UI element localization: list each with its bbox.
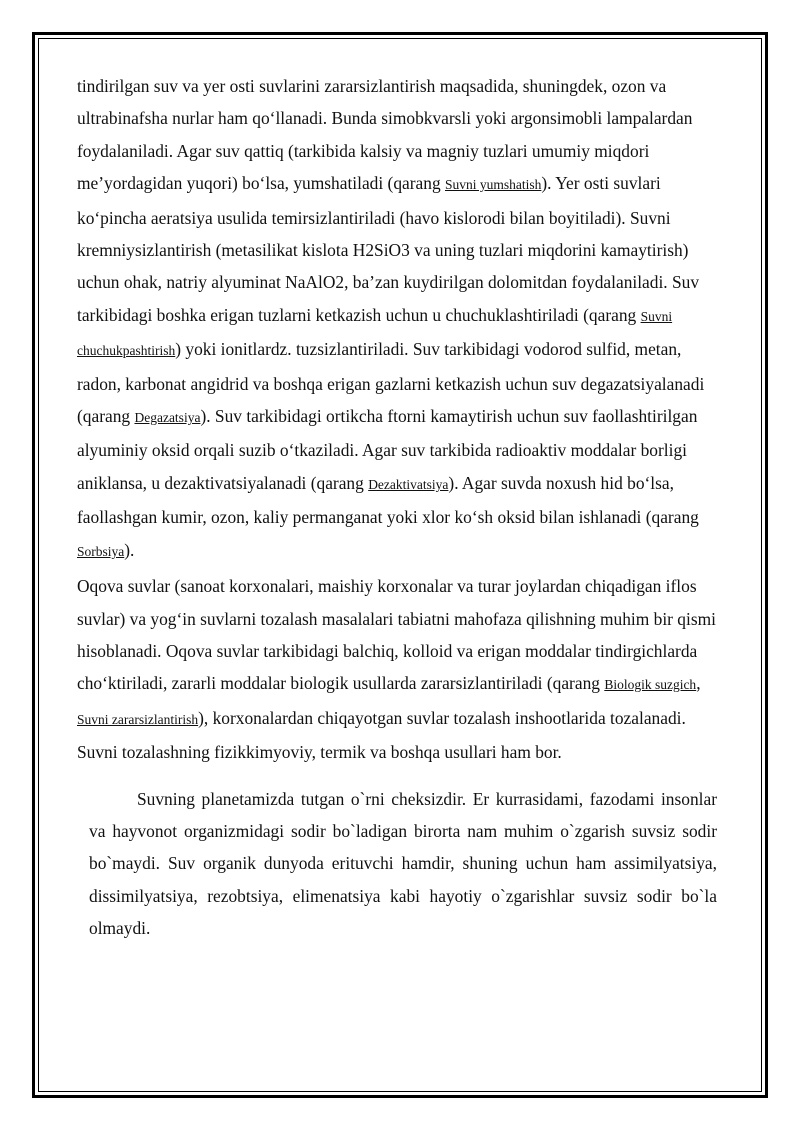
paragraph-text: ).	[124, 539, 135, 560]
link-degazatsiya[interactable]: Degazatsiya	[134, 410, 201, 426]
document-body	[77, 70, 717, 945]
link-suvni-zararsizlantirish[interactable]: Suvni zararsizlantirish	[77, 711, 199, 727]
paragraph-water-treatment	[77, 70, 717, 568]
paragraph-water-importance: Suvning planetamizda tutgan o`rni cheksizdir. Er kurrasidami, fazodami insonlar va hayvonot organizmidagi sodir bo`ladigan birorta nam muhim o`zgarish suvsiz sodir bo`maydi. Suv organik dunyoda erituvchi hamdir, shuning uchun ham assimilyatsiya, dissimilyatsiya, rezobtsiya, elimenatsiya kabi hayotiy o`zgarishlar suvsiz sodir bo`la olmaydi.	[89, 788, 717, 939]
link-suvni-chuchuklashtirish[interactable]: Suvni chuchukpashtirish	[77, 308, 673, 359]
paragraph-text: tindirilgan suv va yer osti suvlarini zararsizlantirish maqsadida, shuningdek, ozon va ultrabinafsha nurlar ham qo‘llanadi. Bunda simobkvarsli yoki argonsimobli lampalardan foydalaniladi. Agar suv qattiq (tarkibida kalsiy va magniy tuzlari umumiy miqdori me’yordagidan yuqori) bo‘lsa, yumshatiladi (qarang	[77, 76, 693, 194]
paragraph-text: Oqova suvlar (sanoat korxonalari, maishiy korxonalar va turar joylardan chiqadigan iflos suvlar) va yog‘in suvlarni tozalash masalalari tabiatni mahofaza qilishning muhim bir qismi hisoblanadi. Oqova suvlar tarkibidagi balchiq, kolloid va erigan moddalar tindirgichlarda cho‘ktiriladi, zararli moddalar biologik usullarda zararsizlantiriladi (qarang	[77, 576, 716, 694]
link-suvni-yumshatish[interactable]: Suvni yumshatish	[445, 177, 542, 193]
paragraph-text: ). Agar suvda noxush hid bo‘lsa, faollashgan kumir, ozon, kaliy permanganat yoki xlor ko‘sh oksid bilan ishlanadi (qarang	[77, 472, 699, 528]
paragraph-text: ), korxonalardan chiqayotgan suvlar tozalash inshootlarida tozalanadi. Suvni tozalashning fizikkimyoviy, termik va boshqa usullari ham bor.	[77, 707, 686, 763]
paragraph-wastewater	[77, 570, 717, 768]
link-biologik-suzgich[interactable]: Biologik suzgich	[604, 677, 697, 693]
link-dezaktivatsiya[interactable]: Dezaktivatsiya	[368, 476, 449, 492]
paragraph-text: ). Yer osti suvlari ko‘pincha aeratsiya usulida temirsizlantiriladi (havo kislorodi bilan boyitiladi). Suvni kremniysizlantirish (metasilikat kislota H2SiO3 va uning tuzlari miqdorini kamaytirish) uchun ohak, natriy alyuminat NaAlO2, ba’zan kuydirilgan dolomitdan foydalaniladi. Suv tarkibidagi boshka erigan tuzlarni ketkazish uchun u chuchuklashtiriladi (qarang	[77, 173, 700, 325]
paragraph-text: ) yoki ionitlardz. tuzsizlantiriladi. Suv tarkibidagi vodorod sulfid, metan, radon, karbonat angidrid va boshqa erigan gazlarni ketkazish uchun suv degazatsiyalanadi (qarang	[77, 339, 705, 427]
paragraph-text: ). Suv tarkibidagi ortikcha ftorni kamaytirish uchun suv faollashtirilgan alyuminiy oksid orqali suzib o‘tkaziladi. Agar suv tarkibida radioaktiv moddalar borligi aniklansa, u dezaktivatsiyalanadi (qarang	[77, 406, 698, 493]
link-sorbsiya[interactable]: Sorbsiya	[77, 543, 125, 559]
link-separator: ,	[696, 673, 701, 694]
